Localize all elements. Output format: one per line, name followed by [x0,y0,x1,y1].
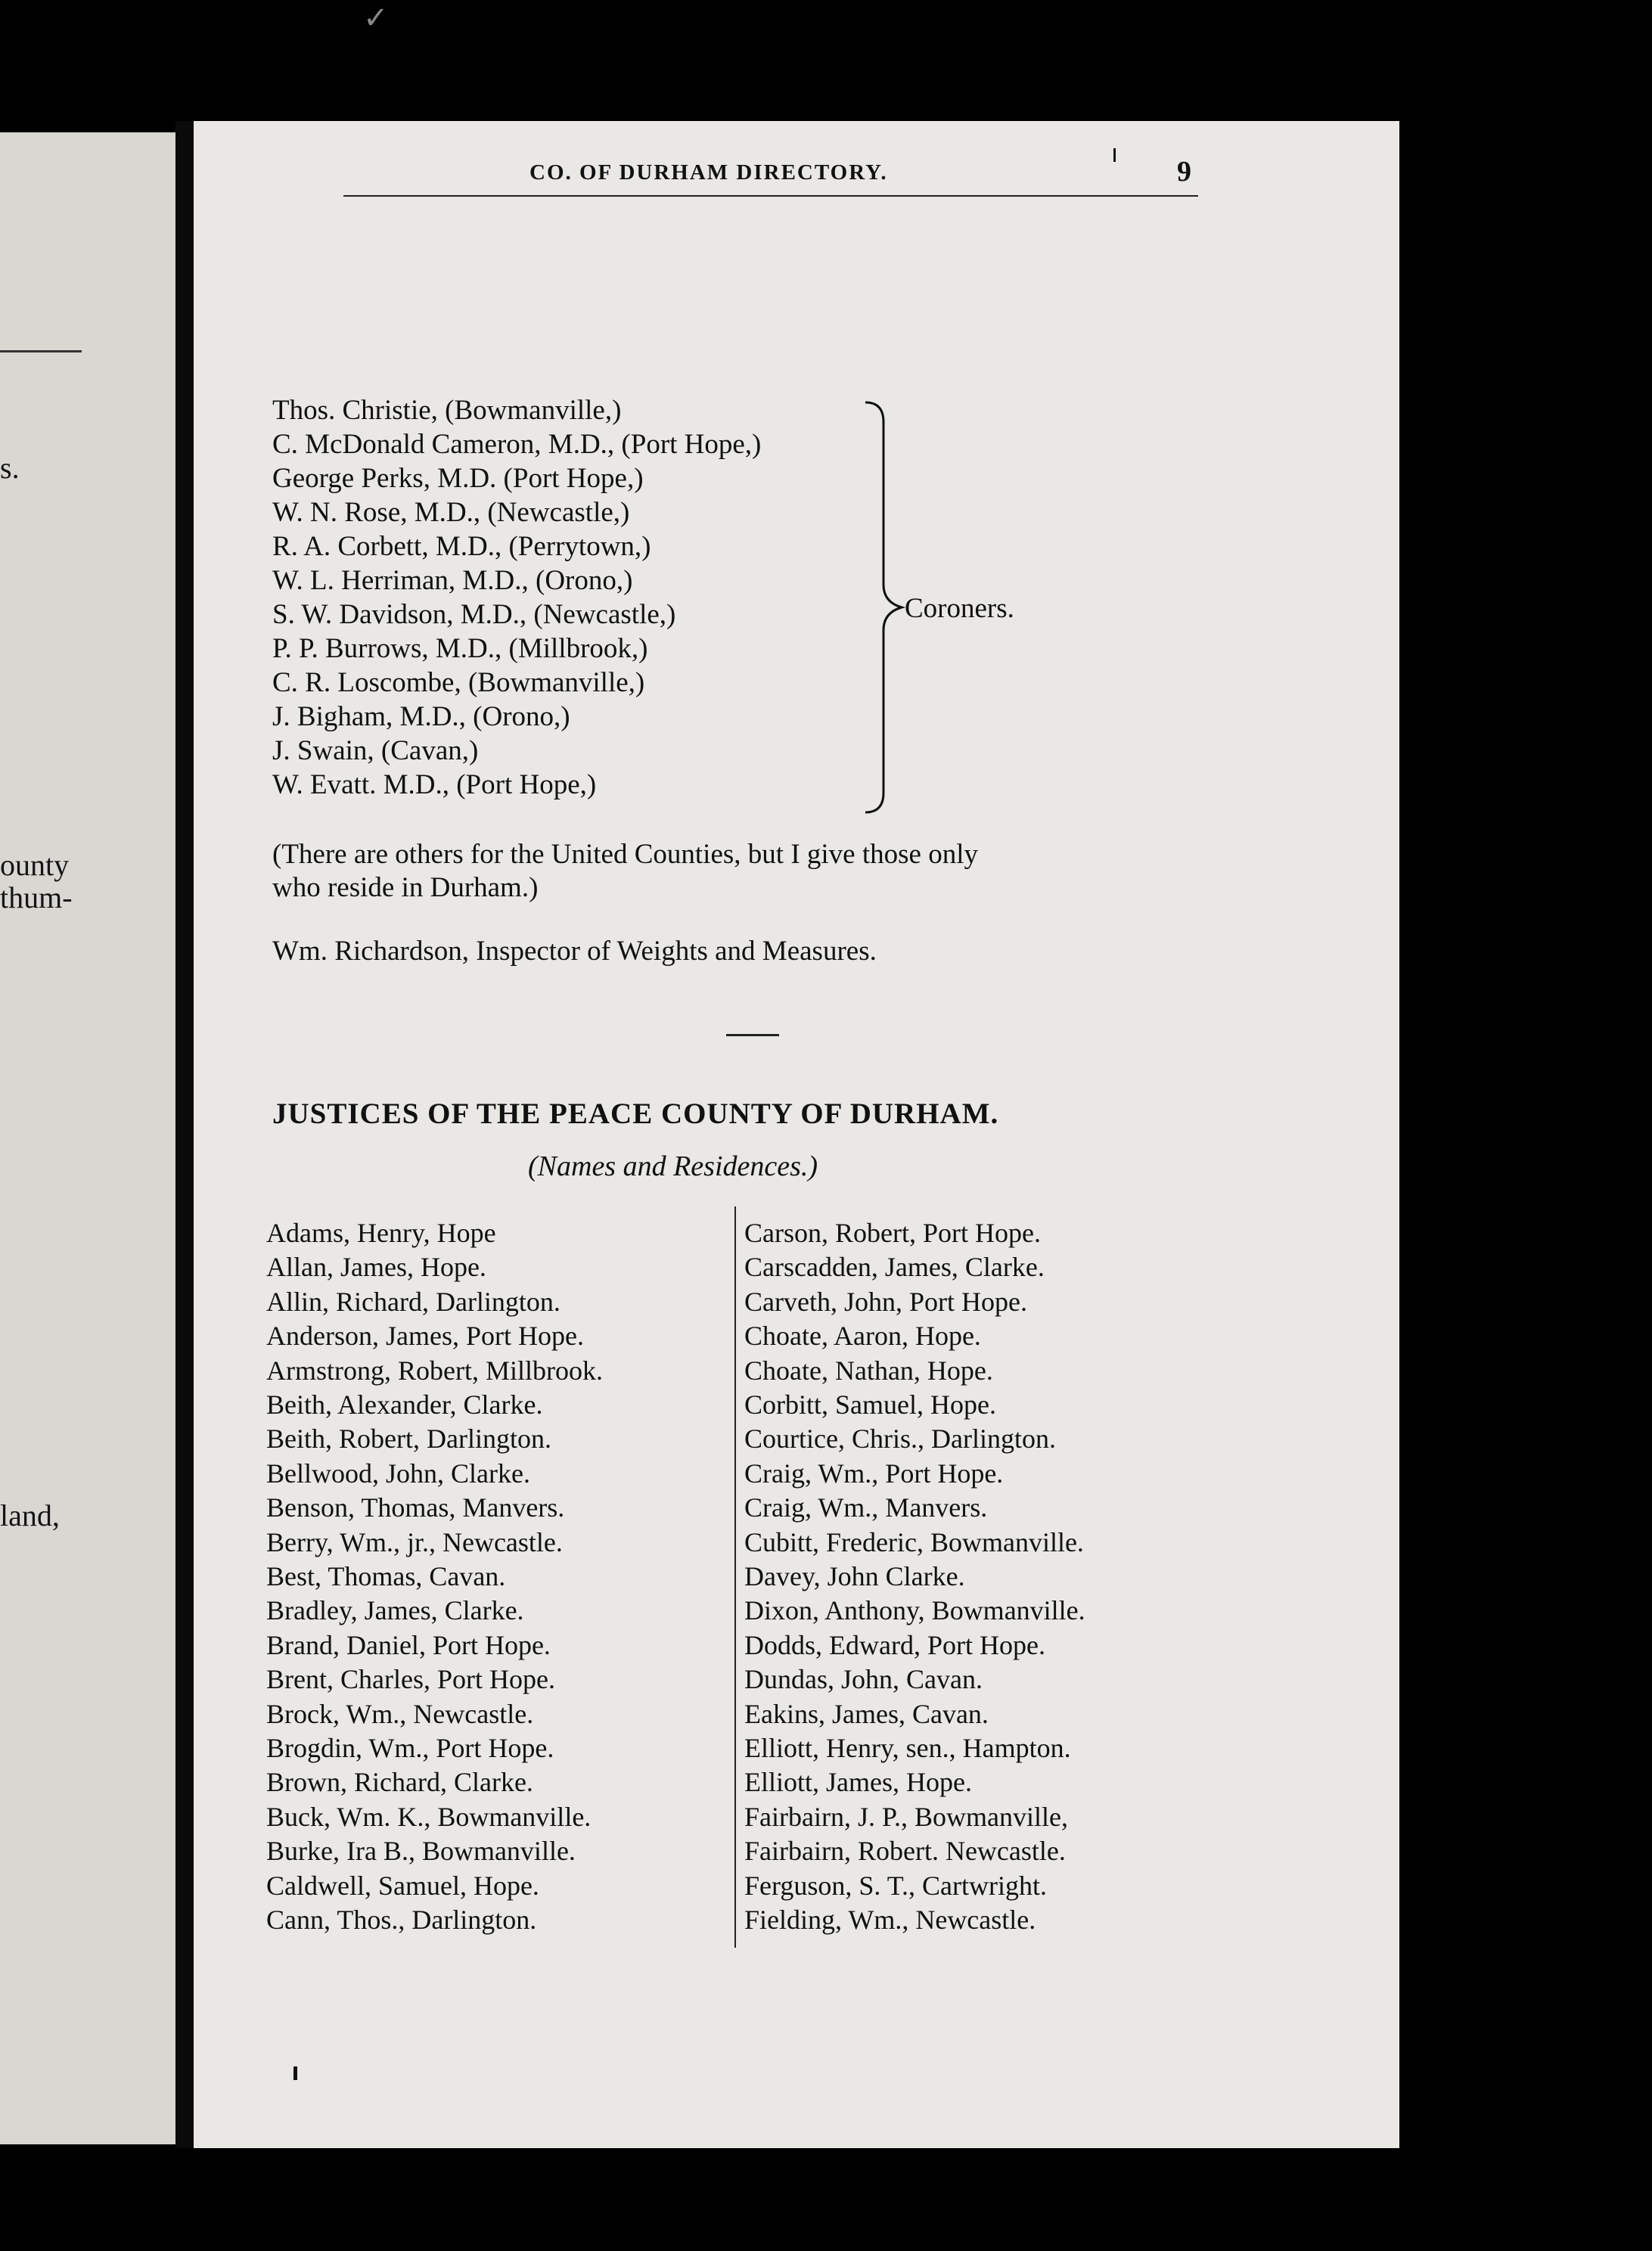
coroner-entry: R. A. Corbett, M.D., (Perrytown,) [272,531,651,562]
print-mark [1113,148,1116,162]
coroner-entry: C. R. Loscombe, (Bowmanville,) [272,667,645,698]
justice-entry: Bellwood, John, Clarke. [266,1458,530,1489]
left-facing-page [0,132,175,2144]
left-fragment-3: thum- [0,880,73,914]
justice-entry: Best, Thomas, Cavan. [266,1561,506,1591]
justice-entry: Davey, John Clarke. [744,1561,965,1591]
justice-entry: Brand, Daniel, Port Hope. [266,1629,551,1660]
section-divider [726,1034,779,1036]
left-fragment-4: land, [0,1498,60,1532]
coroner-entry: C. McDonald Cameron, M.D., (Port Hope,) [272,429,762,460]
justices-title: JUSTICES OF THE PEACE COUNTY OF DURHAM. [272,1098,999,1130]
coroner-entry: J. Bigham, M.D., (Orono,) [272,701,570,732]
page-gutter [175,121,194,2148]
page-number: 9 [1177,156,1191,188]
note-line-2: who reside in Durham.) [272,872,539,903]
justice-entry: Craig, Wm., Manvers. [744,1492,988,1523]
coroner-entry: Thos. Christie, (Bowmanville,) [272,395,622,426]
justice-entry: Cann, Thos., Darlington. [266,1905,537,1935]
justice-entry: Berry, Wm., jr., Newcastle. [266,1526,563,1557]
justice-entry: Elliott, Henry, sen., Hampton. [744,1733,1071,1763]
justice-entry: Corbitt, Samuel, Hope. [744,1389,996,1420]
justice-entry: Dixon, Anthony, Bowmanville. [744,1595,1085,1626]
justices-subtitle: (Names and Residences.) [528,1150,818,1182]
justice-entry: Anderson, James, Port Hope. [266,1321,584,1352]
coroner-entry: W. N. Rose, M.D., (Newcastle,) [272,497,630,528]
justice-entry: Fairbairn, Robert. Newcastle. [744,1836,1066,1867]
inspector-line: Wm. Richardson, Inspector of Weights and Measures. [272,936,877,967]
justice-entry: Carveth, John, Port Hope. [744,1286,1027,1317]
justice-entry: Elliott, James, Hope. [744,1767,972,1798]
justice-entry: Brogdin, Wm., Port Hope. [266,1733,554,1763]
justice-entry: Burke, Ira B., Bowmanville. [266,1836,576,1867]
coroners-brace [862,399,908,815]
justice-entry: Dodds, Edward, Port Hope. [744,1629,1045,1660]
justice-entry: Adams, Henry, Hope [266,1218,496,1248]
justice-entry: Brent, Charles, Port Hope. [266,1664,555,1695]
print-speck [293,2066,297,2080]
justice-entry: Dundas, John, Cavan. [744,1664,983,1695]
justice-entry: Eakins, James, Cavan. [744,1698,989,1729]
justice-entry: Brock, Wm., Newcastle. [266,1698,534,1729]
justice-entry: Bradley, James, Clarke. [266,1595,524,1626]
coroner-entry: W. Evatt. M.D., (Port Hope,) [272,769,597,800]
coroner-entry: W. L. Herriman, M.D., (Orono,) [272,565,633,596]
justice-entry: Buck, Wm. K., Bowmanville. [266,1801,592,1832]
justice-entry: Cubitt, Frederic, Bowmanville. [744,1526,1084,1557]
justice-entry: Carson, Robert, Port Hope. [744,1218,1041,1248]
justice-entry: Allin, Richard, Darlington. [266,1286,560,1317]
left-fragment-1: s. [0,451,20,485]
coroner-entry: George Perks, M.D. (Port Hope,) [272,463,644,494]
justice-entry: Ferguson, S. T., Cartwright. [744,1870,1048,1901]
note-line-1: (There are others for the United Counties, but I give those only [272,839,978,870]
coroner-entry: P. P. Burrows, M.D., (Millbrook,) [272,633,648,664]
justice-entry: Armstrong, Robert, Millbrook. [266,1355,603,1386]
coroner-entry: S. W. Davidson, M.D., (Newcastle,) [272,599,676,630]
justice-entry: Fielding, Wm., Newcastle. [744,1905,1036,1935]
justice-entry: Caldwell, Samuel, Hope. [266,1870,539,1901]
running-header-title: CO. OF DURHAM DIRECTORY. [529,160,888,185]
coroners-label: Coroners. [905,593,1014,624]
justice-entry: Courtice, Chris., Darlington. [744,1424,1056,1455]
justice-entry: Choate, Nathan, Hope. [744,1355,993,1386]
column-divider [734,1206,736,1948]
justice-entry: Allan, James, Hope. [266,1252,486,1283]
corner-mark: ✓ [363,1,389,35]
header-rule [343,195,1198,197]
coroner-entry: J. Swain, (Cavan,) [272,735,479,766]
justice-entry: Craig, Wm., Port Hope. [744,1458,1004,1489]
justice-entry: Benson, Thomas, Manvers. [266,1492,565,1523]
justice-entry: Beith, Alexander, Clarke. [266,1389,543,1420]
justice-entry: Fairbairn, J. P., Bowmanville, [744,1801,1068,1832]
justice-entry: Carscadden, James, Clarke. [744,1252,1045,1283]
left-fragment-2: ounty [0,848,70,882]
left-page-rule [0,350,82,352]
justice-entry: Beith, Robert, Darlington. [266,1424,551,1455]
justice-entry: Brown, Richard, Clarke. [266,1767,533,1798]
justice-entry: Choate, Aaron, Hope. [744,1321,981,1352]
